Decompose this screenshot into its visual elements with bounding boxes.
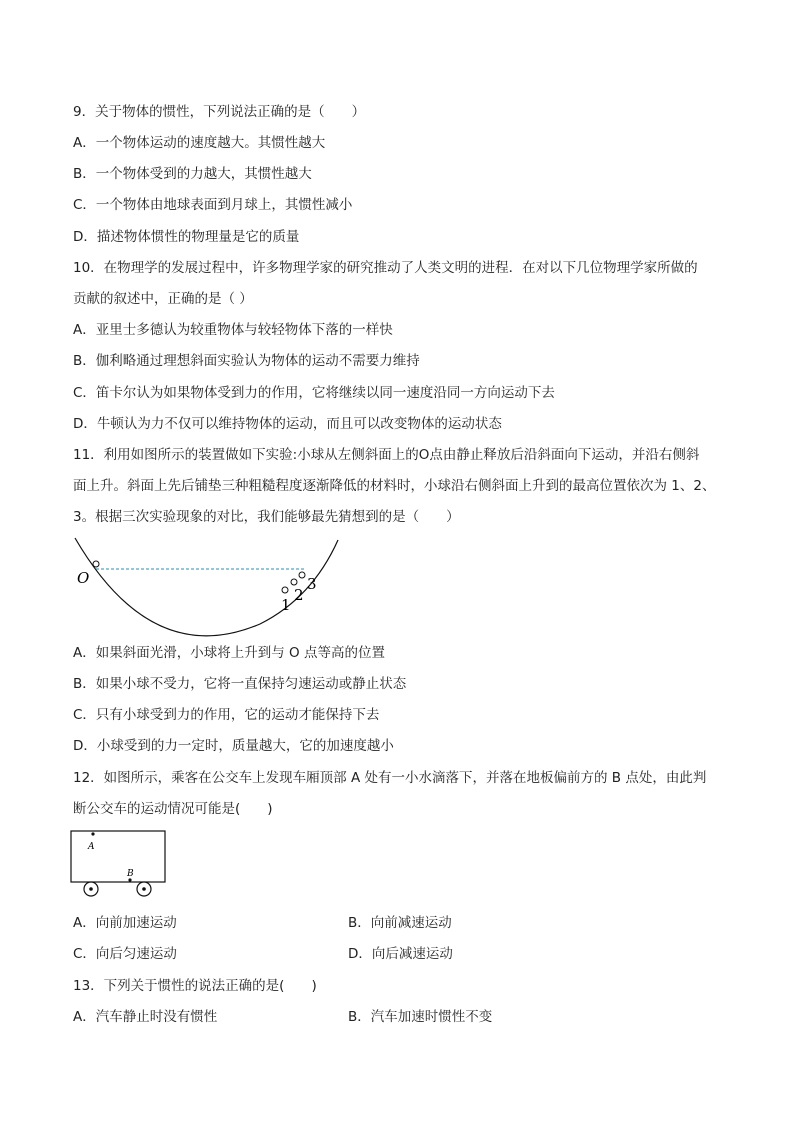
- q13-stem: 13．下列关于惯性的说法正确的是( ): [73, 978, 317, 994]
- q10-stem-line1: 10．在物理学的发展过程中，许多物理学家的研究推动了人类文明的进程．在对以下几位物理学家所做的: [73, 260, 698, 276]
- q10-option-c: C．笛卡尔认为如果物体受到力的作用，它将继续以同一速度沿同一方向运动下去: [73, 385, 555, 401]
- ball-position-2: [291, 579, 297, 585]
- q11-option-b: B．如果小球不受力，它将一直保持匀速运动或静止状态: [73, 676, 407, 692]
- q11-option-d: D．小球受到的力一定时，质量越大，它的加速度越小: [73, 738, 394, 754]
- point-a-dot: [91, 832, 94, 835]
- q12-option-b: B．向前减速运动: [348, 915, 452, 931]
- ball-position-3: [299, 572, 305, 578]
- q11-option-a: A．如果斜面光滑，小球将上升到与 O 点等高的位置: [73, 645, 385, 661]
- incline-figure: [70, 532, 350, 637]
- bus-figure: [68, 828, 172, 900]
- q10-option-a: A．亚里士多德认为较重物体与较轻物体下落的一样快: [73, 322, 393, 338]
- q12-option-d: D．向后减速运动: [348, 946, 453, 962]
- label-b: B: [127, 869, 134, 879]
- q11-stem-line1: 11．利用如图所示的装置做如下实验:小球从左侧斜面上的O点由静止释放后沿斜面向下运动，并沿右侧斜: [73, 447, 700, 463]
- label-1: 1: [281, 596, 291, 614]
- q11-stem-line3: 3。根据三次实验现象的对比，我们能够最先猜想到的是（ ）: [73, 509, 460, 525]
- q9-option-b: B．一个物体受到的力越大，其惯性越大: [73, 166, 312, 182]
- q10-option-d: D．牛顿认为力不仅可以维持物体的运动，而且可以改变物体的运动状态: [73, 416, 502, 432]
- q11-option-c: C．只有小球受到力的作用，它的运动才能保持下去: [73, 707, 380, 723]
- front-wheel-hub: [142, 887, 146, 891]
- q10-stem-line2: 贡献的叙述中，正确的是（ ）: [73, 291, 253, 307]
- q12-stem-line1: 12．如图所示，乘客在公交车上发现车厢顶部 A 处有一小水滴落下，并落在地板偏前方的 B 点处，由此判: [73, 770, 707, 786]
- ball-start: [93, 561, 99, 567]
- label-2: 2: [294, 586, 304, 604]
- rear-wheel-hub: [89, 887, 93, 891]
- q12-option-a: A．向前加速运动: [73, 915, 177, 931]
- q12-option-c: C．向后匀速运动: [73, 946, 177, 962]
- q9-option-c: C．一个物体由地球表面到月球上，其惯性减小: [73, 197, 353, 213]
- label-a: A: [88, 842, 95, 852]
- q9-option-a: A．一个物体运动的速度越大。其惯性越大: [73, 135, 326, 151]
- q11-stem-line2: 面上升。斜面上先后铺垫三种粗糙程度逐渐降低的材料时，小球沿右侧斜面上升到的最高位置依次为 1、2、: [73, 478, 716, 494]
- q13-option-b: B．汽车加速时惯性不变: [348, 1009, 493, 1025]
- q9-stem: 9．关于物体的惯性，下列说法正确的是（ ）: [73, 104, 366, 120]
- label-o: O: [77, 569, 90, 587]
- ball-position-1: [282, 587, 288, 593]
- q10-option-b: B．伽利略通过理想斜面实验认为物体的运动不需要力维持: [73, 353, 420, 369]
- q13-option-a: A．汽车静止时没有惯性: [73, 1009, 218, 1025]
- bus-body: [71, 831, 165, 882]
- q12-stem-line2: 断公交车的运动情况可能是( ): [73, 801, 273, 817]
- q9-option-d: D．描述物体惯性的物理量是它的质量: [73, 229, 300, 245]
- label-3: 3: [307, 575, 317, 593]
